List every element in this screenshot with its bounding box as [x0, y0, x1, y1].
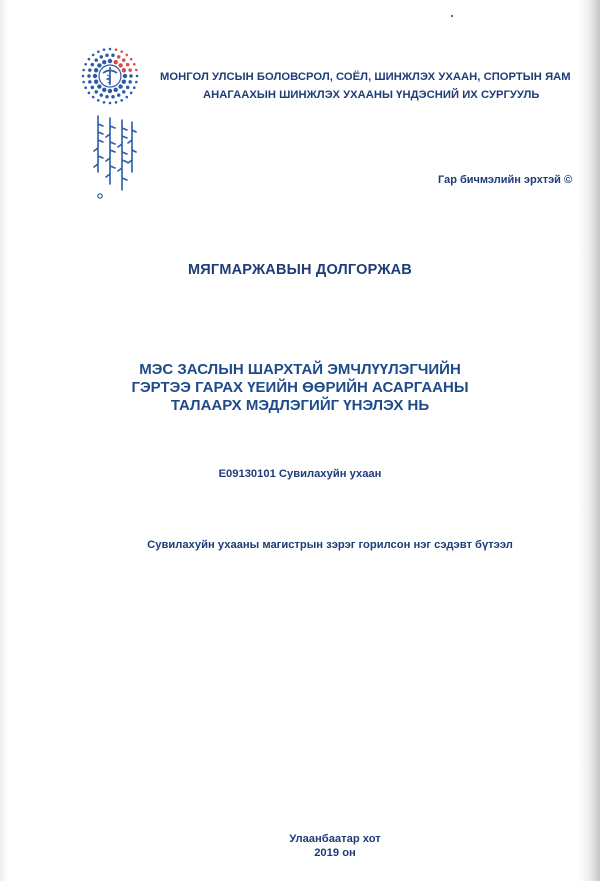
thesis-title-line-3: ТАЛААРХ МЭДЛЭГИЙГ ҮНЭЛЭХ НЬ [170, 397, 430, 414]
year: 2019 он [314, 847, 356, 859]
specialty-code: E09130101 Сувилахуйн ухаан [218, 468, 382, 480]
left-page-edge [0, 0, 8, 881]
mongolian-script-emblem [88, 112, 138, 202]
university-emblem-icon [78, 44, 142, 108]
thesis-title-line-2: ГЭРТЭЭ ГАРАХ ҮЕИЙН ӨӨРИЙН АСАРГААНЫ [131, 379, 469, 396]
scan-speck [451, 15, 453, 17]
degree-statement: Сувилахуйн ухааны магистрын зэрэг горилсон нэг сэдэвт бүтээл [147, 539, 513, 551]
ministry-name: МОНГОЛ УЛСЫН БОЛОВСРОЛ, СОЁЛ, ШИНЖЛЭХ УХААН, СПОРТЫН ЯАМ [160, 71, 571, 83]
city-name: Улаанбаатар хот [289, 833, 381, 845]
copyright-note: Гар бичмэлийн эрхтэй © [438, 174, 573, 186]
university-name: АНАГААХЫН ШИНЖЛЭХ УХААНЫ ҮНДЭСНИЙ ИХ СУРГУУЛЬ [203, 89, 540, 101]
author-name: МЯГМАРЖАВЫН ДОЛГОРЖАВ [188, 262, 412, 278]
right-page-edge [578, 0, 600, 881]
thesis-title-line-1: МЭС ЗАСЛЫН ШАРХТАЙ ЭМЧЛҮҮЛЭГЧИЙН [139, 361, 461, 378]
